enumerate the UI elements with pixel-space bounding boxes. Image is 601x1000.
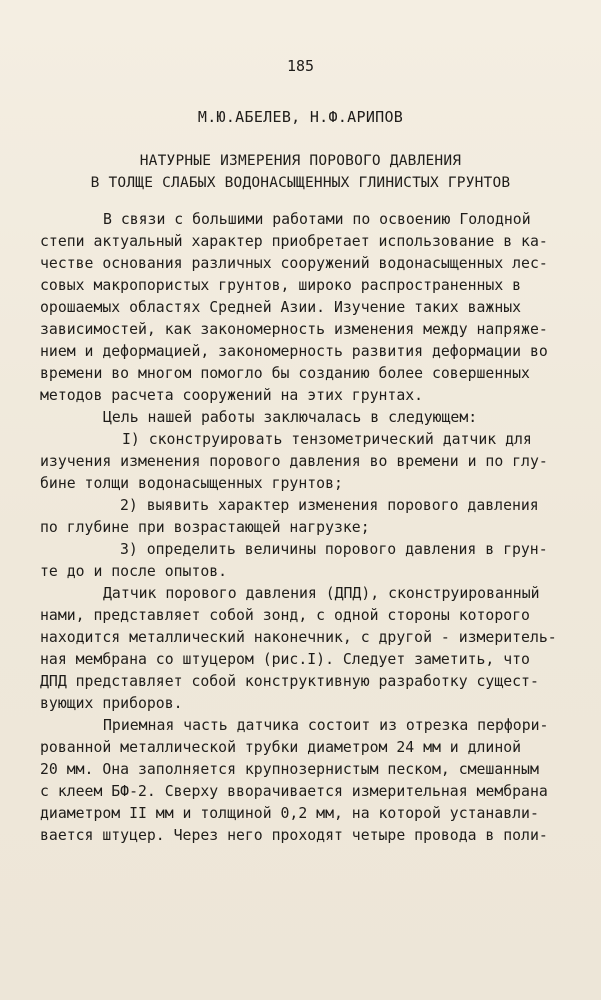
body-line: нами, представляет собой зонд, с одной стороны которого <box>40 607 530 624</box>
body-line: Приемная часть датчика состоит из отрезка перфори- <box>103 717 549 734</box>
body-line: ная мембрана со штуцером (рис.I). Следует заметить, что <box>40 651 530 668</box>
body-line: изучения изменения порового давления во времени и по глу- <box>40 453 548 470</box>
body-line: совых макропористых грунтов, широко распространенных в <box>40 277 522 294</box>
body-line: нием и деформацией, закономерность развития деформации во <box>40 343 548 360</box>
authors: М.Ю.АБЕЛЕВ, Н.Ф.АРИПОВ <box>197 108 404 126</box>
body-line: времени во многом помогло бы созданию более совершенных <box>40 365 530 382</box>
body-line: бине толщи водонасыщенных грунтов; <box>40 475 343 492</box>
body-line: I) сконструировать тензометрический датчик для <box>122 431 532 448</box>
body-line: вается штуцер. Через него проходят четыре провода в поли- <box>40 827 548 844</box>
body-line: с клеем БФ-2. Сверху вворачивается измерительная мембрана <box>40 783 548 800</box>
body-line: находится металлический наконечник, с другой - измеритель- <box>40 629 557 646</box>
page-number: 185 <box>286 57 315 75</box>
body-line: по глубине при возрастающей нагрузке; <box>40 519 370 536</box>
body-line: 3) определить величины порового давления в грун- <box>120 541 548 558</box>
body-line: рованной металлической трубки диаметром 24 мм и длиной <box>40 739 522 756</box>
body-line: 2) выявить характер изменения порового давления <box>120 497 539 514</box>
article-title <box>0 150 601 194</box>
body-line: методов расчета сооружений на этих грунтах. <box>40 387 424 404</box>
body-line: ДПД представляет собой конструктивную разработку сущест- <box>40 673 539 690</box>
body-line: вующих приборов. <box>40 695 183 712</box>
body-line: орошаемых областях Средней Азии. Изучение таких важных <box>40 299 522 316</box>
body-line: Датчик порового давления (ДПД), сконструированный <box>103 585 540 602</box>
title-line: В ТОЛЩЕ СЛАБЫХ ВОДОНАСЫЩЕННЫХ ГЛИНИСТЫХ ГРУНТОВ <box>90 175 511 191</box>
body-line: зависимостей, как закономерность изменения между напряже- <box>40 321 548 338</box>
body-line: честве основания различных сооружений водонасыщенных лес- <box>40 255 548 272</box>
body-line: Цель нашей работы заключалась в следующем: <box>103 409 478 426</box>
body-line: те до и после опытов. <box>40 563 228 580</box>
body-line: диаметром II мм и толщиной 0,2 мм, на которой устанавли- <box>40 805 539 822</box>
body-line: степи актуальный характер приобретает использование в ка- <box>40 233 548 250</box>
title-line: НАТУРНЫЕ ИЗМЕРЕНИЯ ПОРОВОГО ДАВЛЕНИЯ <box>139 153 462 169</box>
body-line: В связи с большими работами по освоению Голодной <box>103 211 531 228</box>
body-line: 20 мм. Она заполняется крупнозернистым песком, смешанным <box>40 761 539 778</box>
